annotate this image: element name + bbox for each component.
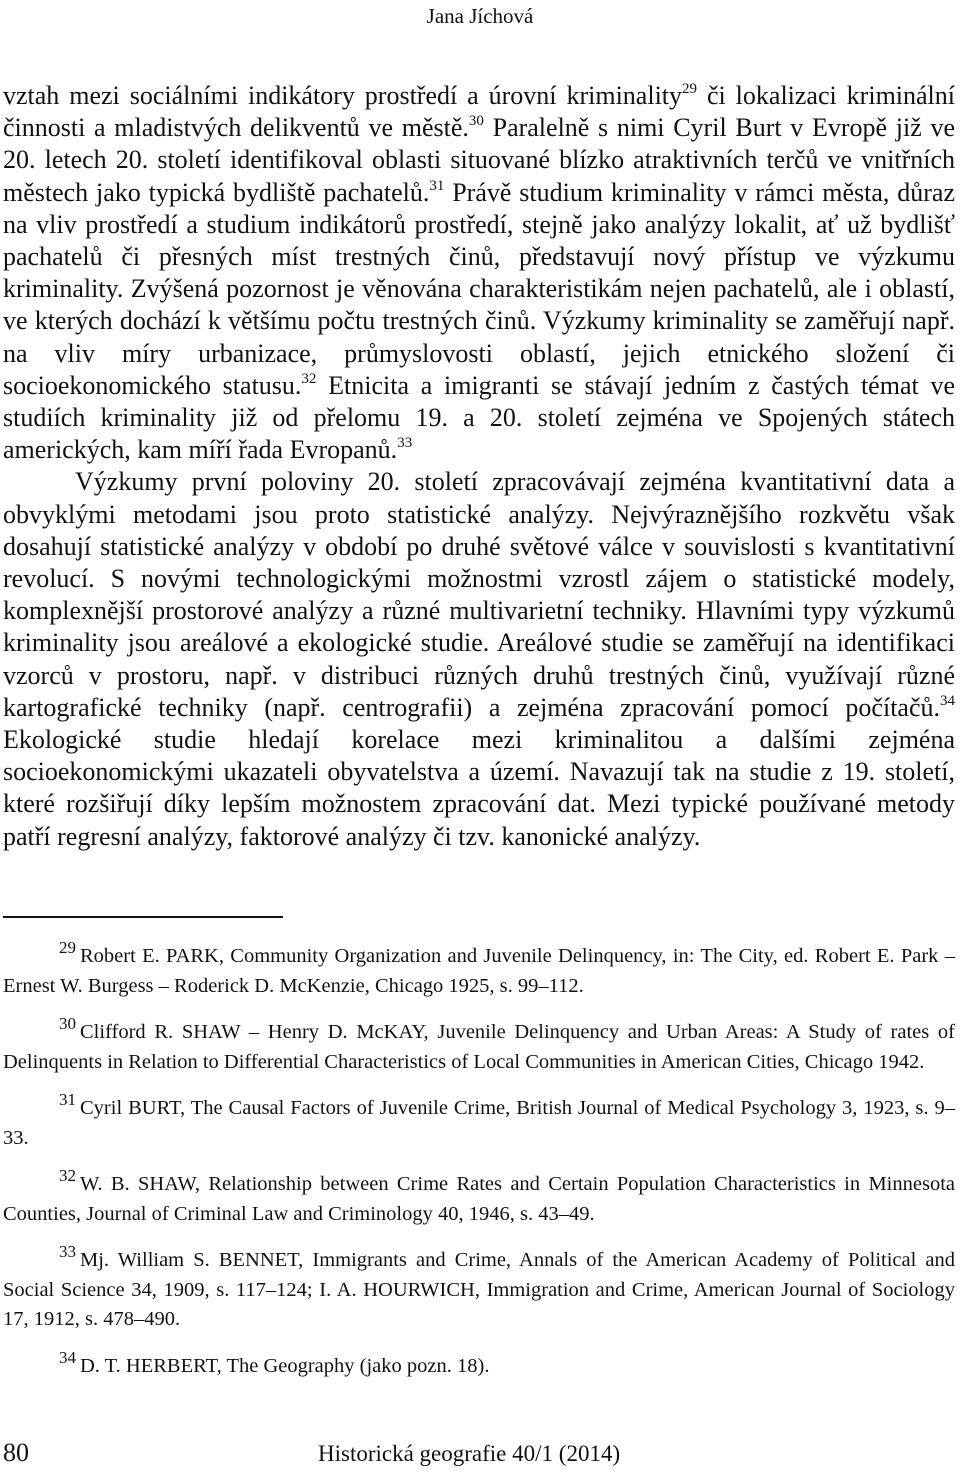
footnotes — [3, 938, 955, 1398]
footnote — [3, 1090, 955, 1153]
footnote-text: Mj. William S. BENNET, Immigrants and Crime, Annals of the American Academy of Political and Social Science 34, 1909, s. 117–124; I. A. HOURWICH, Immigration and Crime, American Journal of Sociology 17, 1912, s. 478–490. — [3, 1249, 955, 1330]
footnote-ref[interactable]: 33 — [397, 435, 413, 452]
footnote-text: Clifford R. SHAW – Henry D. McKAY, Juvenile Delinquency and Urban Areas: A Study of rates of Delinquents in Relation to Differential Characteristics of Local Communities in American Cities, Chicago 1942. — [3, 1021, 955, 1073]
footnote-number: 31 — [59, 1090, 76, 1109]
paragraph — [3, 80, 955, 466]
footnote — [3, 1014, 955, 1077]
paragraph — [3, 466, 955, 852]
footnote-text: W. B. SHAW, Relationship between Crime Rates and Certain Population Characteristics in Minnesota Counties, Journal of Criminal Law and Criminology 40, 1946, s. 43–49. — [3, 1173, 955, 1225]
text-run: vztah mezi sociálními indikátory prostředí a úrovní kriminality — [3, 81, 683, 110]
text-run: Paralelně s nimi Cyril Burt v Evropě již ve 20. letech 20. století identifikoval oblasti situované blízko atraktivních terčů ve vnitřních městech jako typická bydliště pachatelů. — [3, 113, 955, 207]
text-run: Ekologické studie hledají korelace mezi kriminalitou a dalšími zejména socioekonomickými ukazateli obyvatelstva a území. Navazují tak na studie z 19. století, které rozšiřují díky lepším možnostem zpracování dat. Mezi typické používané metody patří regresní analýzy, faktorové analýzy či tzv. kanonické analýzy. — [3, 725, 955, 851]
footnote-ref[interactable]: 29 — [682, 81, 698, 97]
footnote — [3, 1347, 955, 1382]
footnote-ref[interactable]: 30 — [468, 113, 484, 130]
footnote-ref[interactable]: 31 — [429, 177, 445, 194]
main-text — [3, 80, 955, 853]
footnote-separator — [3, 916, 283, 918]
text-run: Právě studium kriminality v rámci města, důraz na vliv prostředí a studium indikátorů prostředí, stejně jako analýzy lokalit, ať už bydlišť pachatelů či přesných míst trestných činů, představují nový přístup ve výzkumu kriminality. Zvýšená pozornost je věnována charakteristikám nejen pachatelů, ale i oblastí, ve kterých dochází k většímu počtu trestných činů. Výzkumy kriminality se zaměřují např. na vliv míry urbanizace, průmyslovosti oblastí, jejich etnického složení či socioekonomického statusu. — [3, 177, 955, 400]
text-run: či lokalizaci kriminální činnosti a mladistvých delikventů ve městě. — [3, 81, 956, 143]
footnote-ref[interactable]: 32 — [301, 370, 317, 387]
text-run: Etnicita a imigranti se stávají jedním z častých témat ve studiích kriminality již od přelomu 19. a 20. století zejména ve Spojených státech amerických, kam míří řada Evropanů. — [3, 370, 955, 465]
page-number: 80 — [3, 1438, 29, 1467]
text-run: Výzkumy první poloviny 20. století zpracovávají zejména kvantitativní data a obvyklými metodami jsou proto statistické analýzy. Nejvýraznějšího rozkvětu však dosahují statistické analýzy v období po druhé světové válce v souvislosti s kvantitativní revolucí. S novými technologickými možnostmi vzrostl zájem o statistické modely, komplexnější prostorové analýzy a různé multivarietní techniky. Hlavními typy výzkumů kriminality jsou areálové a ekologické studie. Areálové studie se zaměřují na identifikaci vzorců v prostoru, např. v distribuci různých druhů trestných činů, využívají různé kartografické techniky (např. centrografii) a zejména zpracování pomocí počítačů. — [3, 467, 955, 722]
footnote — [3, 1166, 955, 1229]
footnote-ref[interactable]: 34 — [940, 692, 955, 709]
footnote-number: 32 — [59, 1166, 76, 1185]
footnote — [3, 938, 955, 1001]
footnote-text: Robert E. PARK, Community Organization and Juvenile Delinquency, in: The City, ed. Robert E. Park – Ernest W. Burgess – Roderick D. McKenzie, Chicago 1925, s. 99–112. — [3, 945, 955, 997]
running-head: Jana Jíchová — [426, 4, 534, 28]
footnote-number: 29 — [59, 938, 76, 957]
footnote-number: 34 — [59, 1347, 76, 1367]
journal-title: Historická geografie 40/1 (2014) — [318, 1441, 621, 1466]
footnote — [3, 1242, 955, 1335]
footnote-number: 30 — [59, 1014, 76, 1033]
footnote-text: D. T. HERBERT, The Geography (jako pozn. 18). — [80, 1354, 490, 1377]
footnote-number: 33 — [59, 1242, 76, 1261]
footnote-text: Cyril BURT, The Causal Factors of Juvenile Crime, British Journal of Medical Psychology 3, 1923, s. 9–33. — [3, 1097, 955, 1149]
